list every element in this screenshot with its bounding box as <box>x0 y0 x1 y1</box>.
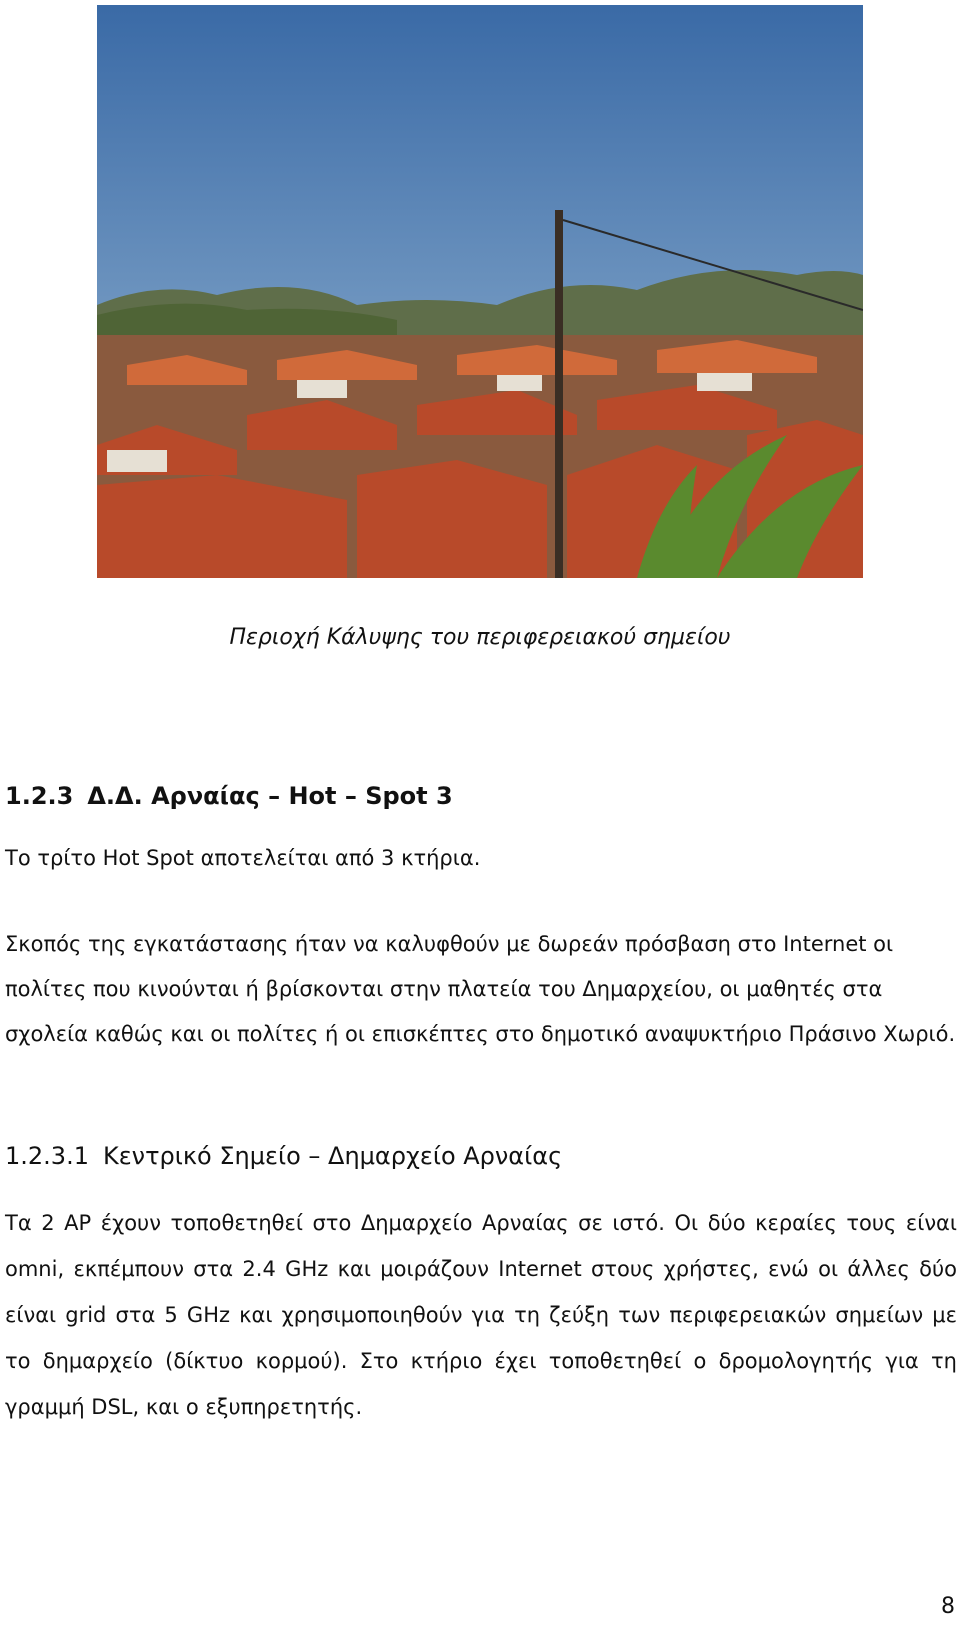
paragraph-purpose: Σκοπός της εγκατάστασης ήταν να καλυφθούν με δωρεάν πρόσβαση στο Internet οι πολίτες που κινούνται ή βρίσκονται στην πλατεία του Δημαρχείου, οι μαθητές στα σχολεία καθώς και οι πολίτες ή οι επισκέπτες στο δημοτικό αναψυκτήριο Πράσινο Χωριό. <box>5 932 956 1046</box>
subsection-heading <box>5 1142 562 1170</box>
subsection-title: Κεντρικό Σημείο – Δημαρχείο Αρναίας <box>102 1142 563 1170</box>
subsection-number: 1.2.3.1 <box>5 1142 89 1170</box>
page-number: 8 <box>941 1594 955 1619</box>
village-rooftops-photo <box>97 5 863 578</box>
paragraph-intro: Το τρίτο Hot Spot αποτελείται από 3 κτήρια. <box>5 846 481 870</box>
figure-caption: Περιοχή Κάλυψης του περιφερειακού σημείου <box>229 625 731 650</box>
paragraph-central-point: Τα 2 AP έχουν τοποθετηθεί στο Δημαρχείο Αρναίας σε ιστό. Οι δύο κεραίες τους είναι omni, εκπέμπουν στα 2.4 GHz και μοιράζουν Internet στους χρήστες, ενώ οι άλλες δύο είναι grid στα 5 GHz και χρησιμοποιηθούν για τη ζεύξη των περιφερειακών σημείων με το δημαρχείο (δίκτυο κορμού). Στο κτήριο έχει τοποθετηθεί ο δρομολογητής για τη γραμμή DSL, και ο εξυπηρετητής. <box>5 1211 957 1419</box>
section-heading <box>5 782 453 810</box>
section-number: 1.2.3 <box>5 782 74 810</box>
section-title: Δ.Δ. Αρναίας – Hot – Spot 3 <box>87 782 453 810</box>
